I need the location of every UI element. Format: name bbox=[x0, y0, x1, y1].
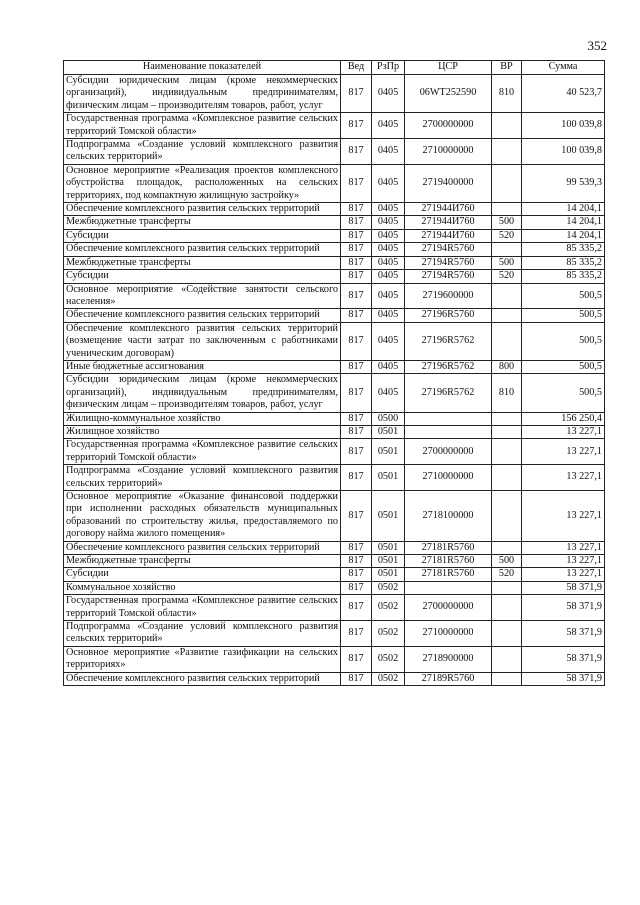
cell-csr: 27196R5762 bbox=[405, 374, 492, 412]
cell-csr: 2700000000 bbox=[405, 439, 492, 465]
cell-rzpr: 0405 bbox=[372, 216, 405, 229]
cell-ved: 817 bbox=[341, 541, 372, 554]
cell-ved: 817 bbox=[341, 322, 372, 360]
cell-ved: 817 bbox=[341, 203, 372, 216]
cell-rzpr: 0405 bbox=[372, 374, 405, 412]
table-row bbox=[64, 270, 605, 283]
cell-rzpr: 0502 bbox=[372, 621, 405, 647]
cell-ved: 817 bbox=[341, 164, 372, 202]
cell-ved: 817 bbox=[341, 491, 372, 542]
cell-name: Обеспечение комплексного развития сельских территорий (возмещение части затрат по заключенным с работниками ученическим договорам) bbox=[64, 322, 341, 360]
cell-name: Субсидии bbox=[64, 229, 341, 242]
cell-rzpr: 0501 bbox=[372, 465, 405, 491]
cell-rzpr: 0405 bbox=[372, 322, 405, 360]
cell-ved: 817 bbox=[341, 75, 372, 113]
cell-rzpr: 0502 bbox=[372, 672, 405, 685]
cell-ved: 817 bbox=[341, 439, 372, 465]
cell-csr: 27196R5760 bbox=[405, 309, 492, 322]
cell-sum: 500,5 bbox=[522, 322, 605, 360]
cell-rzpr: 0502 bbox=[372, 595, 405, 621]
table-row bbox=[64, 322, 605, 360]
cell-sum: 14 204,1 bbox=[522, 216, 605, 229]
table-row bbox=[64, 374, 605, 412]
cell-rzpr: 0405 bbox=[372, 75, 405, 113]
cell-csr: 27189R5760 bbox=[405, 672, 492, 685]
cell-rzpr: 0502 bbox=[372, 581, 405, 594]
table-row bbox=[64, 621, 605, 647]
cell-rzpr: 0502 bbox=[372, 646, 405, 672]
cell-ved: 817 bbox=[341, 139, 372, 165]
cell-sum: 58 371,9 bbox=[522, 581, 605, 594]
cell-name: Межбюджетные трансферты bbox=[64, 216, 341, 229]
cell-sum: 500,5 bbox=[522, 374, 605, 412]
table-row bbox=[64, 75, 605, 113]
cell-ved: 817 bbox=[341, 270, 372, 283]
table-row bbox=[64, 113, 605, 139]
cell-vr: 500 bbox=[492, 256, 522, 269]
cell-rzpr: 0405 bbox=[372, 164, 405, 202]
cell-ved: 817 bbox=[341, 595, 372, 621]
cell-csr: 27196R5762 bbox=[405, 322, 492, 360]
cell-vr bbox=[492, 439, 522, 465]
cell-csr: 27181R5760 bbox=[405, 555, 492, 568]
cell-rzpr: 0501 bbox=[372, 555, 405, 568]
cell-vr bbox=[492, 113, 522, 139]
cell-name: Межбюджетные трансферты bbox=[64, 256, 341, 269]
cell-ved: 817 bbox=[341, 672, 372, 685]
cell-ved: 817 bbox=[341, 425, 372, 438]
cell-name: Субсидии bbox=[64, 270, 341, 283]
cell-ved: 817 bbox=[341, 465, 372, 491]
header-rzpr: РзПр bbox=[372, 61, 405, 75]
cell-vr bbox=[492, 621, 522, 647]
cell-sum: 99 539,3 bbox=[522, 164, 605, 202]
cell-sum: 13 227,1 bbox=[522, 555, 605, 568]
cell-vr bbox=[492, 425, 522, 438]
cell-ved: 817 bbox=[341, 568, 372, 581]
cell-vr bbox=[492, 243, 522, 256]
cell-ved: 817 bbox=[341, 283, 372, 309]
cell-sum: 14 204,1 bbox=[522, 229, 605, 242]
page-number: 352 bbox=[587, 38, 607, 53]
cell-sum: 13 227,1 bbox=[522, 439, 605, 465]
cell-name: Подпрограмма «Создание условий комплексного развития сельских территорий» bbox=[64, 139, 341, 165]
cell-rzpr: 0405 bbox=[372, 113, 405, 139]
cell-name: Обеспечение комплексного развития сельских территорий bbox=[64, 203, 341, 216]
cell-sum: 13 227,1 bbox=[522, 568, 605, 581]
cell-csr: 27194R5760 bbox=[405, 270, 492, 283]
table-row bbox=[64, 360, 605, 373]
cell-vr bbox=[492, 595, 522, 621]
cell-sum: 14 204,1 bbox=[522, 203, 605, 216]
cell-sum: 100 039,8 bbox=[522, 113, 605, 139]
cell-sum: 156 250,4 bbox=[522, 412, 605, 425]
cell-name: Основное мероприятие «Развитие газификации на сельских территориях» bbox=[64, 646, 341, 672]
cell-csr bbox=[405, 581, 492, 594]
cell-ved: 817 bbox=[341, 243, 372, 256]
cell-csr: 27196R5762 bbox=[405, 360, 492, 373]
table-row bbox=[64, 139, 605, 165]
cell-vr bbox=[492, 322, 522, 360]
cell-sum: 13 227,1 bbox=[522, 541, 605, 554]
cell-name: Обеспечение комплексного развития сельских территорий bbox=[64, 541, 341, 554]
cell-ved: 817 bbox=[341, 216, 372, 229]
cell-csr: 2718900000 bbox=[405, 646, 492, 672]
cell-sum: 85 335,2 bbox=[522, 243, 605, 256]
cell-csr: 2710000000 bbox=[405, 465, 492, 491]
cell-vr bbox=[492, 491, 522, 542]
cell-vr: 810 bbox=[492, 75, 522, 113]
table-row bbox=[64, 283, 605, 309]
cell-csr: 27181R5760 bbox=[405, 541, 492, 554]
cell-sum: 500,5 bbox=[522, 283, 605, 309]
cell-name: Межбюджетные трансферты bbox=[64, 555, 341, 568]
cell-vr bbox=[492, 283, 522, 309]
cell-ved: 817 bbox=[341, 256, 372, 269]
cell-csr: 27194R5760 bbox=[405, 243, 492, 256]
table-row bbox=[64, 541, 605, 554]
cell-vr bbox=[492, 581, 522, 594]
cell-name: Подпрограмма «Создание условий комплексного развития сельских территорий» bbox=[64, 465, 341, 491]
cell-csr: 27194R5760 bbox=[405, 256, 492, 269]
cell-ved: 817 bbox=[341, 229, 372, 242]
table-row bbox=[64, 256, 605, 269]
cell-name: Коммунальное хозяйство bbox=[64, 581, 341, 594]
cell-csr: 2700000000 bbox=[405, 595, 492, 621]
cell-csr: 2710000000 bbox=[405, 621, 492, 647]
cell-name: Обеспечение комплексного развития сельских территорий bbox=[64, 309, 341, 322]
table-row bbox=[64, 555, 605, 568]
cell-ved: 817 bbox=[341, 646, 372, 672]
header-vr: ВР bbox=[492, 61, 522, 75]
cell-sum: 58 371,9 bbox=[522, 646, 605, 672]
table-row bbox=[64, 491, 605, 542]
table-header-row bbox=[64, 61, 605, 75]
cell-sum: 500,5 bbox=[522, 360, 605, 373]
cell-name: Иные бюджетные ассигнования bbox=[64, 360, 341, 373]
cell-rzpr: 0405 bbox=[372, 256, 405, 269]
table-row bbox=[64, 568, 605, 581]
cell-vr: 520 bbox=[492, 568, 522, 581]
cell-sum: 100 039,8 bbox=[522, 139, 605, 165]
cell-csr bbox=[405, 412, 492, 425]
cell-sum: 13 227,1 bbox=[522, 425, 605, 438]
table-row bbox=[64, 425, 605, 438]
cell-vr bbox=[492, 412, 522, 425]
cell-sum: 58 371,9 bbox=[522, 672, 605, 685]
cell-name: Обеспечение комплексного развития сельских территорий bbox=[64, 243, 341, 256]
table-row bbox=[64, 581, 605, 594]
cell-sum: 85 335,2 bbox=[522, 270, 605, 283]
cell-csr: 271944И760 bbox=[405, 216, 492, 229]
cell-vr bbox=[492, 139, 522, 165]
cell-rzpr: 0405 bbox=[372, 309, 405, 322]
cell-rzpr: 0501 bbox=[372, 491, 405, 542]
cell-name: Субсидии bbox=[64, 568, 341, 581]
cell-vr: 500 bbox=[492, 216, 522, 229]
cell-rzpr: 0501 bbox=[372, 541, 405, 554]
cell-name: Основное мероприятие «Содействие занятости сельского населения» bbox=[64, 283, 341, 309]
table-row bbox=[64, 243, 605, 256]
cell-csr: 27181R5760 bbox=[405, 568, 492, 581]
table-row bbox=[64, 229, 605, 242]
table-row bbox=[64, 309, 605, 322]
cell-rzpr: 0405 bbox=[372, 283, 405, 309]
cell-sum: 85 335,2 bbox=[522, 256, 605, 269]
cell-ved: 817 bbox=[341, 309, 372, 322]
cell-name: Государственная программа «Комплексное развитие сельских территорий Томской области» bbox=[64, 439, 341, 465]
cell-sum: 13 227,1 bbox=[522, 491, 605, 542]
cell-vr bbox=[492, 541, 522, 554]
cell-rzpr: 0501 bbox=[372, 568, 405, 581]
cell-name: Основное мероприятие «Оказание финансовой поддержки при исполнении расходных обязательств муниципальных образований по строительству жилья, предоставляемого по договору найма жилого помещения» bbox=[64, 491, 341, 542]
cell-ved: 817 bbox=[341, 113, 372, 139]
cell-rzpr: 0500 bbox=[372, 412, 405, 425]
cell-ved: 817 bbox=[341, 360, 372, 373]
cell-csr: 271944И760 bbox=[405, 229, 492, 242]
header-sum: Сумма bbox=[522, 61, 605, 75]
cell-name: Субсидии юридическим лицам (кроме некоммерческих организаций), индивидуальным предпринимателям, физическим лицам – производителям товаров, работ, услуг bbox=[64, 75, 341, 113]
cell-sum: 58 371,9 bbox=[522, 621, 605, 647]
cell-rzpr: 0501 bbox=[372, 439, 405, 465]
cell-name: Подпрограмма «Создание условий комплексного развития сельских территорий» bbox=[64, 621, 341, 647]
cell-name: Жилищное хозяйство bbox=[64, 425, 341, 438]
cell-vr: 810 bbox=[492, 374, 522, 412]
cell-name: Государственная программа «Комплексное развитие сельских территорий Томской области» bbox=[64, 113, 341, 139]
cell-vr bbox=[492, 465, 522, 491]
cell-rzpr: 0405 bbox=[372, 270, 405, 283]
cell-ved: 817 bbox=[341, 581, 372, 594]
cell-sum: 500,5 bbox=[522, 309, 605, 322]
cell-vr: 500 bbox=[492, 555, 522, 568]
cell-vr: 520 bbox=[492, 229, 522, 242]
table-row bbox=[64, 164, 605, 202]
table-row bbox=[64, 439, 605, 465]
cell-ved: 817 bbox=[341, 555, 372, 568]
cell-vr bbox=[492, 309, 522, 322]
budget-table bbox=[63, 60, 605, 686]
table-row bbox=[64, 465, 605, 491]
cell-name: Субсидии юридическим лицам (кроме некоммерческих организаций), индивидуальным предпринимателям, физическим лицам – производителям товаров, работ, услуг bbox=[64, 374, 341, 412]
cell-rzpr: 0405 bbox=[372, 139, 405, 165]
cell-ved: 817 bbox=[341, 621, 372, 647]
cell-csr: 2719600000 bbox=[405, 283, 492, 309]
header-csr: ЦСР bbox=[405, 61, 492, 75]
cell-name: Жилищно-коммунальное хозяйство bbox=[64, 412, 341, 425]
cell-vr: 520 bbox=[492, 270, 522, 283]
cell-rzpr: 0405 bbox=[372, 360, 405, 373]
cell-csr: 2718100000 bbox=[405, 491, 492, 542]
table-row bbox=[64, 216, 605, 229]
cell-csr bbox=[405, 425, 492, 438]
cell-rzpr: 0405 bbox=[372, 203, 405, 216]
cell-sum: 40 523,7 bbox=[522, 75, 605, 113]
cell-sum: 58 371,9 bbox=[522, 595, 605, 621]
table-row bbox=[64, 646, 605, 672]
cell-name: Основное мероприятие «Реализация проектов комплексного обустройства площадок, расположенных на сельских территориях, под компактную жилищную застройку» bbox=[64, 164, 341, 202]
cell-vr bbox=[492, 164, 522, 202]
cell-vr bbox=[492, 203, 522, 216]
cell-rzpr: 0405 bbox=[372, 229, 405, 242]
table-row bbox=[64, 595, 605, 621]
cell-name: Обеспечение комплексного развития сельских территорий bbox=[64, 672, 341, 685]
table-row bbox=[64, 203, 605, 216]
header-name: Наименование показателей bbox=[64, 61, 341, 75]
table-row bbox=[64, 672, 605, 685]
header-ved: Вед bbox=[341, 61, 372, 75]
cell-csr: 2700000000 bbox=[405, 113, 492, 139]
cell-rzpr: 0405 bbox=[372, 243, 405, 256]
cell-name: Государственная программа «Комплексное развитие сельских территорий Томской области» bbox=[64, 595, 341, 621]
cell-ved: 817 bbox=[341, 374, 372, 412]
cell-sum: 13 227,1 bbox=[522, 465, 605, 491]
table-row bbox=[64, 412, 605, 425]
cell-vr: 800 bbox=[492, 360, 522, 373]
cell-csr: 271944И760 bbox=[405, 203, 492, 216]
cell-rzpr: 0501 bbox=[372, 425, 405, 438]
cell-csr: 2710000000 bbox=[405, 139, 492, 165]
cell-ved: 817 bbox=[341, 412, 372, 425]
cell-vr bbox=[492, 646, 522, 672]
cell-csr: 2719400000 bbox=[405, 164, 492, 202]
cell-vr bbox=[492, 672, 522, 685]
cell-csr: 06WT252590 bbox=[405, 75, 492, 113]
